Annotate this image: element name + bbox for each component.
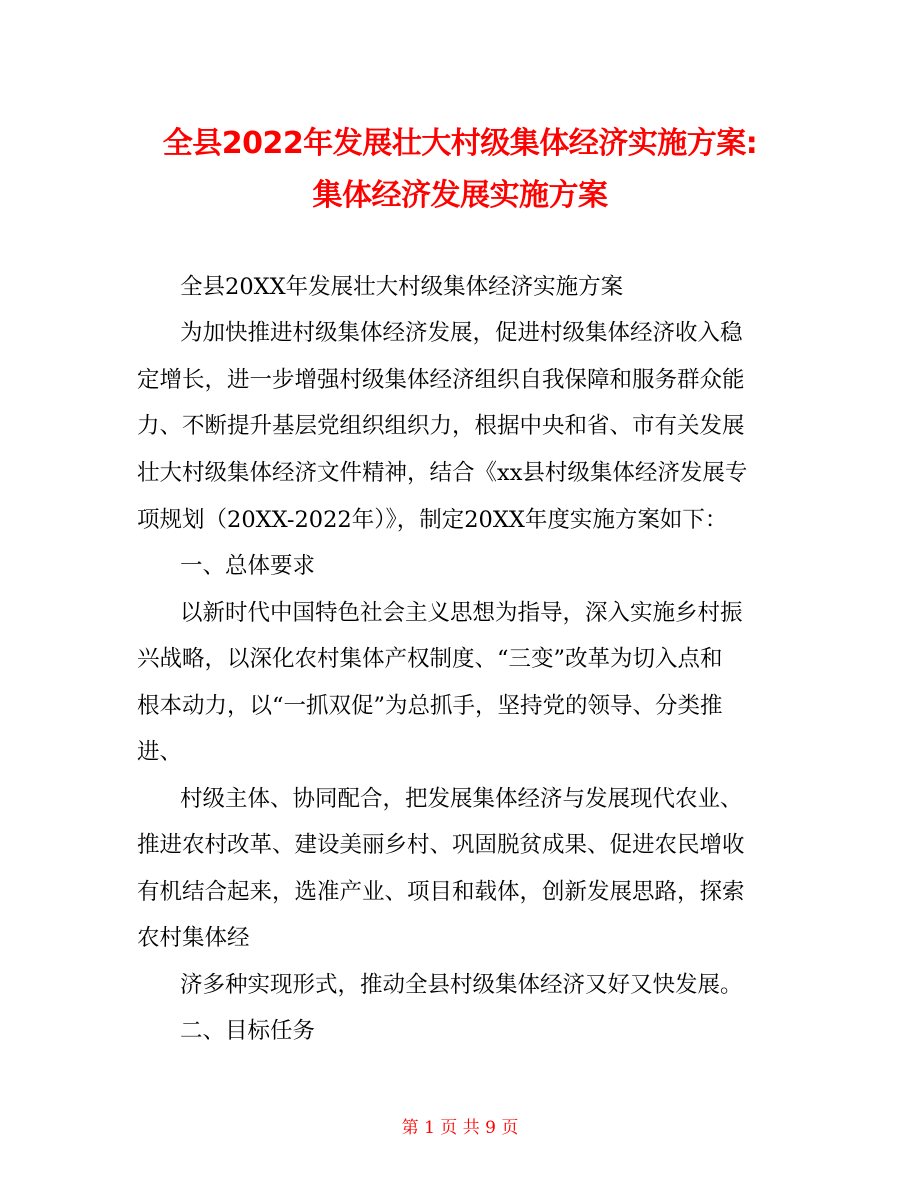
body-line: 定增长，进一步增强村级集体经济组织自我保障和服务群众能	[137, 367, 745, 393]
section-heading: 一、总体要求	[180, 553, 316, 579]
body-line: 壮大村级集体经济文件精神，结合《xx县村级集体经济发展专	[137, 460, 748, 486]
body-line: 村级主体、协同配合，把发展集体经济与发展现代农业、	[180, 786, 743, 812]
body-line: 力、不断提升基层党组织组织力，根据中央和省、市有关发展	[137, 413, 745, 439]
body-line: 根本动力，以“一抓双促”为总抓手，坚持党的领导、分类推	[137, 693, 723, 719]
body-line: 兴战略，以深化农村集体产权制度、“三变”改革为切入点和	[137, 646, 723, 672]
body-line: 有机结合起来，选准产业、项目和载体，创新发展思路，探索	[137, 879, 745, 905]
body-line: 农村集体经	[137, 925, 250, 951]
section-heading: 二、目标任务	[180, 1018, 316, 1044]
document-title-line-1: 全县2022年发展壮大村级集体经济实施方案:	[162, 126, 758, 161]
body-line: 推进农村改革、建设美丽乡村、巩固脱贫成果、促进农民增收	[137, 832, 745, 858]
body-line: 以新时代中国特色社会主义思想为指导，深入实施乡村振	[180, 600, 743, 626]
body-line: 为加快推进村级集体经济发展，促进村级集体经济收入稳	[180, 320, 743, 346]
page-number-footer: 第 1 页 共 9 页	[401, 1118, 519, 1138]
body-line: 项规划（20XX-2022年）》，制定20XX年度实施方案如下：	[137, 507, 728, 533]
body-line: 进、	[137, 739, 183, 765]
document-title-line-2: 集体经济发展实施方案	[312, 178, 608, 213]
body-line: 全县20XX年发展壮大村级集体经济实施方案	[180, 274, 624, 300]
body-line: 济多种实现形式，推动全县村级集体经济又好又快发展。	[180, 972, 743, 998]
